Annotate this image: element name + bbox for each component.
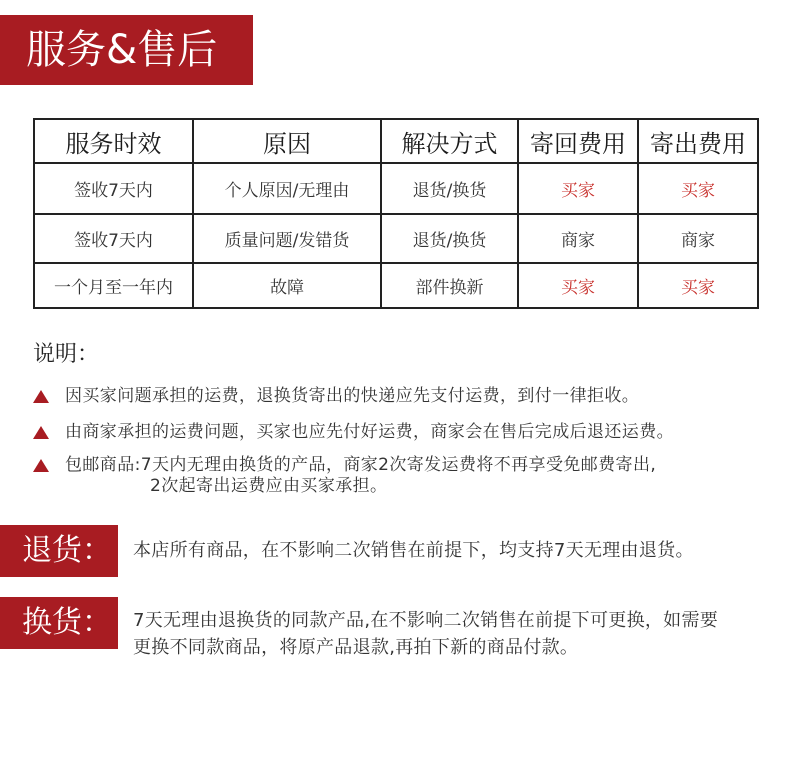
exchange-policy-label: 换货： [0,597,118,649]
warning-triangle-icon [33,390,49,403]
table-row [34,214,758,263]
exchange-policy-text: 更换不同款商品，将原产品退款,再拍下新的商品付款。 [133,637,579,658]
warning-triangle-icon [33,459,49,472]
table-cell: 部件换新 [381,263,518,308]
column-header-return-shipping: 寄回费用 [518,119,638,163]
table-header-row [34,119,758,163]
service-table [33,118,759,309]
table-row [34,263,758,308]
note-item [33,386,733,407]
table-cell: 商家 [518,214,638,263]
return-policy-label: 退货： [0,525,118,577]
table-cell: 签收7天内 [34,214,193,263]
note-text: 包邮商品:7天内无理由换货的产品，商家2次寄发运费将不再享受免邮费寄出, [65,455,657,475]
exchange-policy-text: 7天无理由退换货的同款产品,在不影响二次销售在前提下可更换，如需要 [133,610,719,631]
table-cell: 质量问题/发错货 [193,214,381,263]
notes-title: 说明： [33,342,100,367]
column-header-timeframe: 服务时效 [34,119,193,163]
table-cell: 个人原因/无理由 [193,163,381,214]
table-cell: 一个月至一年内 [34,263,193,308]
page-title: 服务&售后 [0,15,253,85]
table-cell: 买家 [638,263,758,308]
note-item [33,422,753,443]
note-text: 由商家承担的运费问题，买家也应先付好运费，商家会在售后完成后退还运费。 [65,422,674,442]
table-cell: 退货/换货 [381,214,518,263]
return-policy-text: 本店所有商品，在不影响二次销售在前提下，均支持7天无理由退货。 [133,540,694,561]
table-cell: 买家 [518,163,638,214]
table-row [34,163,758,214]
table-cell: 商家 [638,214,758,263]
note-item [33,455,753,476]
table-cell: 买家 [638,163,758,214]
note-text: 因买家问题承担的运费，退换货寄出的快递应先支付运费，到付一律拒收。 [65,386,640,406]
table-cell: 买家 [518,263,638,308]
column-header-solution: 解决方式 [381,119,518,163]
table-cell: 退货/换货 [381,163,518,214]
column-header-reason: 原因 [193,119,381,163]
table-cell: 故障 [193,263,381,308]
warning-triangle-icon [33,426,49,439]
table-cell: 签收7天内 [34,163,193,214]
column-header-outbound-shipping: 寄出费用 [638,119,758,163]
note-text-continuation: 2次起寄出运费应由买家承担。 [150,476,388,496]
